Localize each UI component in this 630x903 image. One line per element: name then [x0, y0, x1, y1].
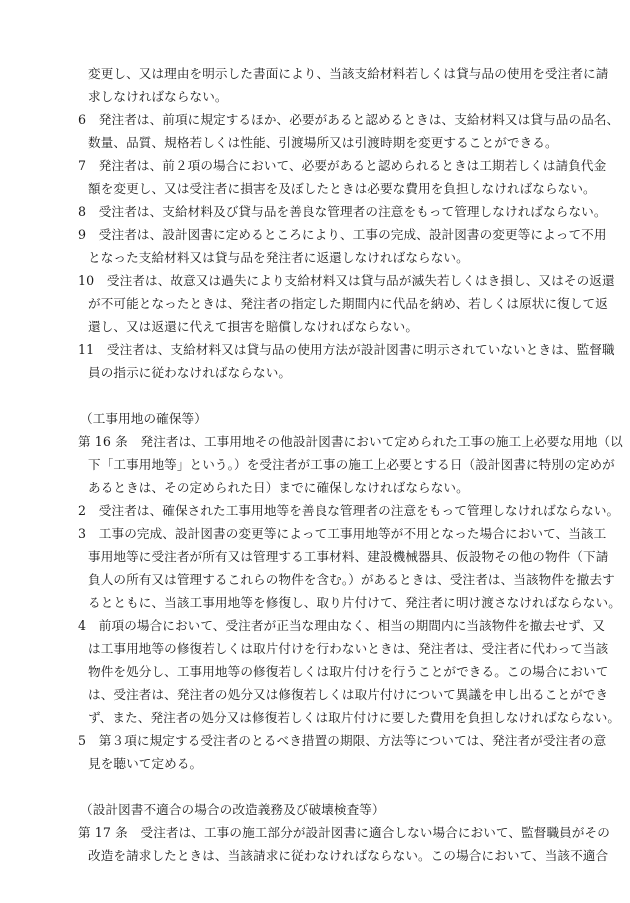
- text-line: 事用地等に受注者が所有又は管理する工事材料、建設機械器具、仮設物その他の物件（下請: [88, 549, 609, 564]
- text-line: ず、また、発注者の処分又は修復若しくは取片付けに要した費用を負担しなければならない。: [88, 710, 621, 725]
- text-line: 数量、品質、規格若しくは性能、引渡場所又は引渡時期を変更することができる。: [88, 135, 558, 150]
- text-line: 改造を請求したときは、当該請求に従わなければならない。この場合において、当該不適合: [88, 848, 609, 863]
- text-line: 物件を処分し、工事用地等の修復若しくは取片付けを行うことができる。この場合において: [88, 664, 609, 679]
- text-line: となった支給材料又は貸与品を発注者に返還しなければならない。: [88, 250, 469, 265]
- article-16: 第 16 条 発注者は、工事用地その他設計図書において定められた工事の施工上必要な用地（以: [78, 434, 623, 449]
- paragraph-item-8: 8 受注者は、支給材料及び貸与品を善良な管理者の注意をもって管理しなければならない。: [78, 204, 607, 219]
- text-line: あるときは、その定められた日）までに確保しなければならない。: [88, 480, 469, 495]
- paragraph-item-2: 2 受注者は、確保された工事用地等を善良な管理者の注意をもって管理しなければならない。: [78, 503, 620, 518]
- text-line: 見を聴いて定める。: [88, 756, 203, 771]
- section-heading: （工事用地の確保等）: [80, 411, 207, 426]
- paragraph-item-6: 6 発注者は、前項に規定するほか、必要があると認めるときは、支給材料又は貸与品の品名、: [78, 112, 620, 127]
- paragraph-item-10: 10 受注者は、故意又は過失により支給材料又は貸与品が滅失若しくはき損し、又はその返還: [78, 273, 615, 288]
- paragraph-item-5: 5 第３項に規定する受注者のとるべき措置の期限、方法等については、発注者が受注者の意: [78, 733, 607, 748]
- article-17: 第 17 条 受注者は、工事の施工部分が設計図書に適合しない場合において、監督職員がその: [78, 825, 610, 840]
- text-line: は、受注者は、発注者の処分又は修復若しくは取片付けについて異議を申し出ることができ: [88, 687, 609, 702]
- text-line: 求しなければならない。: [88, 89, 228, 104]
- section-heading: （設計図書不適合の場合の改造義務及び破壊検査等）: [80, 802, 385, 817]
- paragraph-item-4: 4 前項の場合において、受注者が正当な理由なく、相当の期間内に当該物件を撤去せず、又: [78, 618, 606, 633]
- text-line: 下「工事用地等」という。）を受注者が工事の施工上必要とする日（設計図書に特別の定めが: [88, 457, 615, 472]
- text-line: るとともに、当該工事用地等を修復し、取り片付けて、発注者に明け渡さなければならない。: [88, 595, 621, 610]
- text-line: 員の指示に従わなければならない。: [88, 365, 292, 380]
- paragraph-item-3: 3 工事の完成、設計図書の変更等によって工事用地等が不用となった場合において、当該工: [78, 526, 607, 541]
- text-line: 負人の所有又は管理するこれらの物件を含む。）があるときは、受注者は、当該物件を撤去す: [88, 572, 615, 587]
- paragraph-item-11: 11 受注者は、支給材料又は貸与品の使用方法が設計図書に明示されていないときは、監督職: [78, 342, 615, 357]
- text-line: 還し、又は返還に代えて損害を賠償しなければならない。: [88, 319, 419, 334]
- text-line: 変更し、又は理由を明示した書面により、当該支給材料若しくは貸与品の使用を受注者に請: [88, 66, 609, 81]
- text-line: は工事用地等の修復若しくは取片付けを行わないときは、発注者は、受注者に代わって当該: [88, 641, 609, 656]
- text-line: が不可能となったときは、発注者の指定した期間内に代品を納め、若しくは原状に復して返: [88, 296, 608, 311]
- paragraph-item-9: 9 受注者は、設計図書に定めるところにより、工事の完成、設計図書の変更等によって不用: [78, 227, 607, 242]
- text-line: 額を変更し、又は受注者に損害を及ぼしたときは必要な費用を負担しなければならない。: [88, 181, 596, 196]
- paragraph-item-7: 7 発注者は、前２項の場合において、必要があると認められるときは工期若しくは請負代金: [78, 158, 607, 173]
